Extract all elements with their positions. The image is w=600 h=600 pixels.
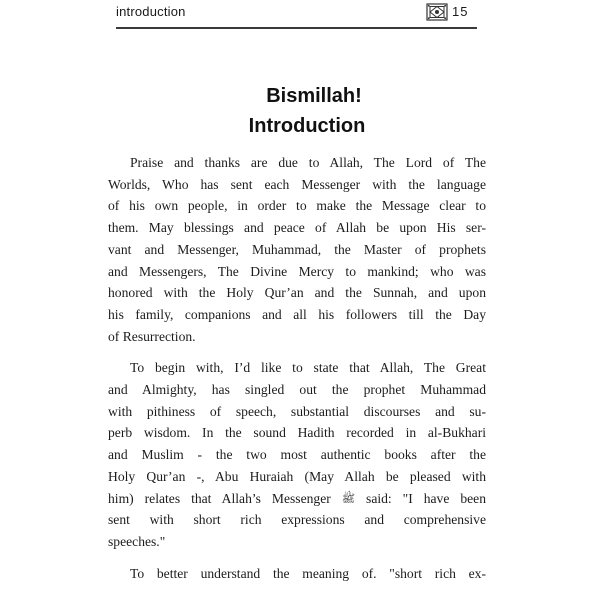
text-line: with pithiness of speech, substantial discourses and su- bbox=[108, 403, 486, 419]
decorative-square-ornament-icon bbox=[426, 3, 448, 21]
text-fragment: him) relates that Allah’s Messenger bbox=[108, 490, 331, 506]
text-line bbox=[108, 488, 486, 510]
text-line: of his own people, in order to make the Message clear to bbox=[108, 198, 486, 214]
text-line: honored with the Holy Qur’an and the Sunnah, and upon bbox=[108, 285, 486, 301]
paragraph-spacer bbox=[108, 553, 486, 563]
body-text bbox=[108, 152, 486, 584]
text-line: and Almighty, has singled out the prophet Muhammad bbox=[108, 382, 486, 398]
header-divider bbox=[116, 27, 477, 29]
paragraph-1 bbox=[108, 152, 486, 347]
text-line: Holy Qur’an -, Abu Huraiah (May Allah be pleased with bbox=[108, 468, 486, 484]
text-line: and Muslim - the two most authentic books after the bbox=[108, 447, 486, 463]
page-number: 15 bbox=[452, 4, 469, 19]
text-line: perb wisdom. In the sound Hadith recorded in al-Bukhari bbox=[108, 425, 486, 441]
text-line: sent with short rich expressions and comprehensive bbox=[108, 512, 486, 528]
text-line: Praise and thanks are due to Allah, The Lord of The bbox=[130, 155, 486, 170]
paragraph-3 bbox=[108, 563, 486, 585]
chapter-title-line-1: Bismillah! bbox=[266, 85, 362, 107]
text-line: Worlds, Who has sent each Messenger with the language bbox=[108, 176, 486, 192]
salutation-glyph: ﷺ bbox=[341, 491, 356, 505]
text-line: To better understand the meaning of. "short rich ex- bbox=[130, 565, 486, 581]
paragraph-2 bbox=[108, 357, 486, 552]
text-line: them. May blessings and peace of Allah be upon His ser- bbox=[108, 220, 486, 236]
text-line: speeches." bbox=[108, 533, 166, 549]
text-fragment: said: "I have been bbox=[366, 490, 486, 506]
paragraph-spacer bbox=[108, 347, 486, 357]
running-header-label: introduction bbox=[116, 4, 186, 19]
text-line: of Resurrection. bbox=[108, 328, 196, 344]
text-line: his family, companions and all his followers till the Day bbox=[108, 306, 486, 322]
text-line: To begin with, I’d like to state that Allah, The Great bbox=[130, 360, 486, 376]
text-line: and Messengers, The Divine Mercy to mankind; who was bbox=[108, 263, 486, 279]
text-line: vant and Messenger, Muhammad, the Master of prophets bbox=[108, 241, 486, 257]
chapter-title-line-2: Introduction bbox=[248, 115, 366, 137]
